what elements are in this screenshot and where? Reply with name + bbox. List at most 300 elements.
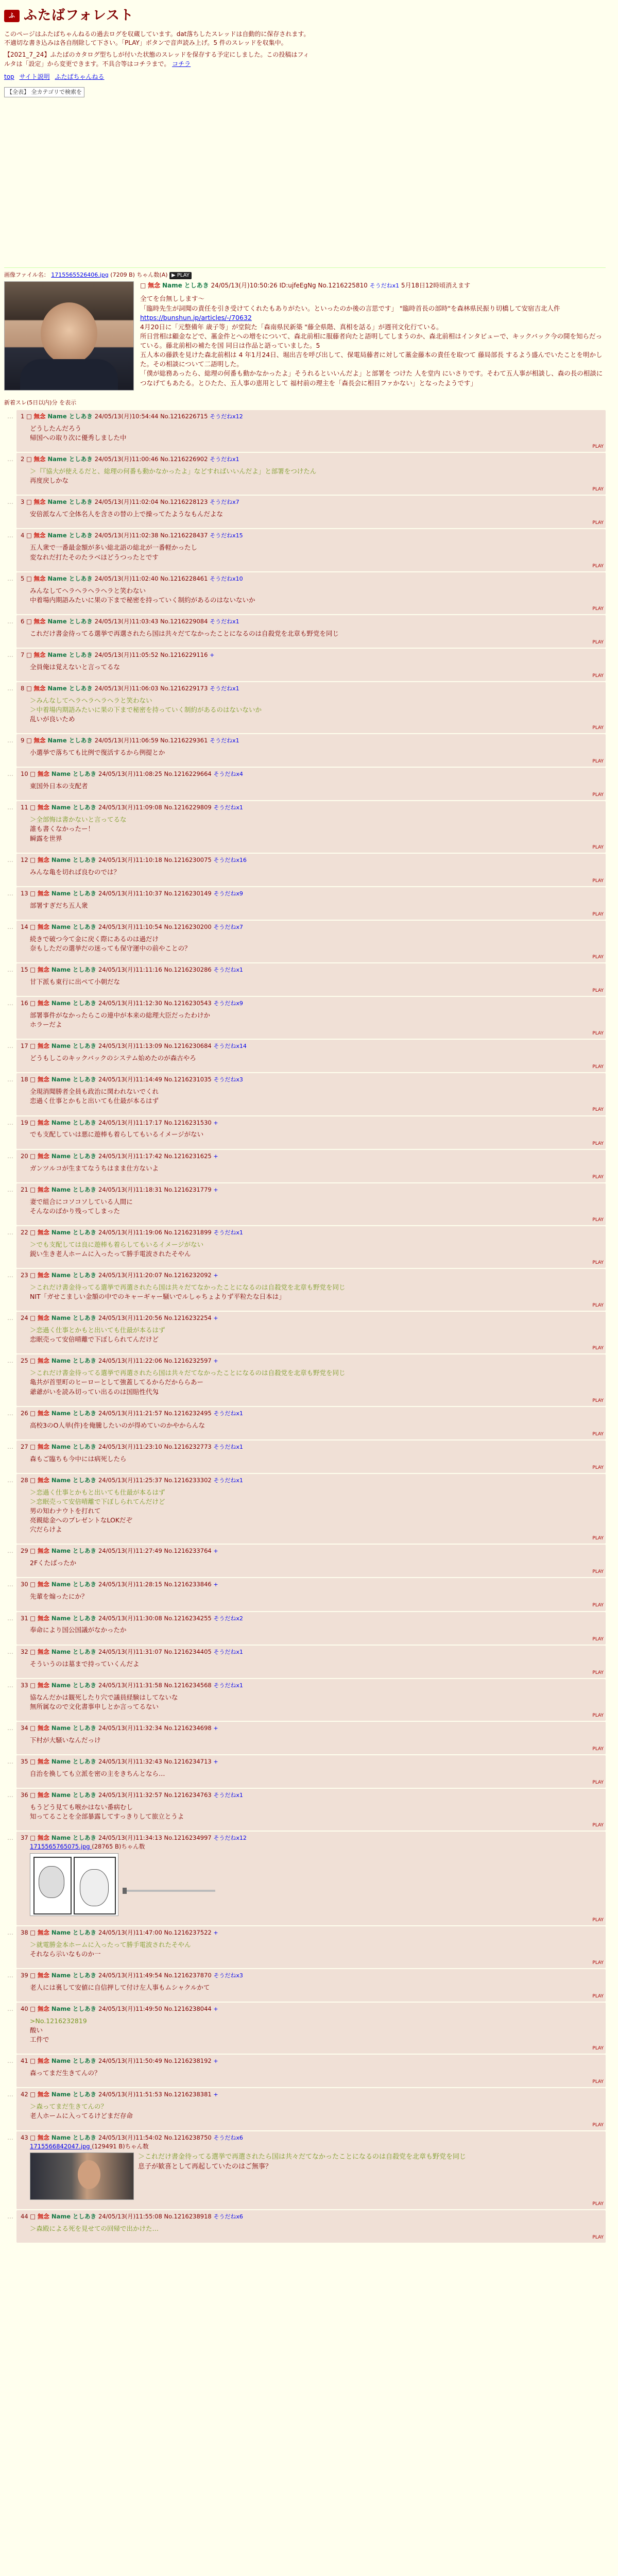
reply-number[interactable]: No.1216238750 — [164, 2133, 214, 2141]
reply-number[interactable]: No.1216226715 — [160, 413, 210, 420]
reply-checkbox[interactable]: □ — [26, 737, 34, 744]
reply-index: 9 — [21, 737, 26, 744]
reply-number[interactable]: No.1216230200 — [164, 923, 214, 930]
reply-index: 25 — [21, 1357, 30, 1365]
soudane-button[interactable]: そうだねx3 — [213, 1972, 243, 1979]
reply-checkbox[interactable]: □ — [30, 1443, 38, 1450]
soudane-button[interactable]: そうだねx12 — [210, 413, 243, 420]
reply-play-button[interactable]: PLAY — [592, 639, 604, 645]
reply-checkbox[interactable]: □ — [26, 617, 34, 625]
reply-number[interactable]: No.1216228437 — [160, 532, 210, 539]
reply-checkbox[interactable]: □ — [26, 413, 34, 420]
reply-name: Name — [51, 856, 73, 863]
reply-subject: 無念 — [37, 1272, 52, 1279]
reply-message: ガンツルコが生まてなうちはまま仕方ないよ — [30, 1164, 159, 1172]
op-expire: 5月18日12時頃消えます — [401, 282, 471, 290]
reply-checkbox[interactable]: □ — [30, 1409, 38, 1417]
reply-number[interactable]: No.1216229116 — [160, 651, 210, 658]
reply-marker: … — [7, 1152, 13, 1160]
reply-play-button[interactable]: PLAY — [592, 1346, 604, 1351]
reply-subject: 無念 — [37, 2057, 52, 2065]
soudane-button[interactable]: そうだねx12 — [213, 1835, 247, 1842]
reply-file-info — [30, 1842, 602, 1851]
reply-name: Name — [51, 1443, 73, 1450]
reply-index: 14 — [21, 923, 30, 930]
reply-post — [7, 1545, 606, 1577]
reply-checkbox[interactable]: □ — [30, 1185, 38, 1193]
soudane-button[interactable]: そうだねx2 — [213, 1615, 243, 1622]
reply-number[interactable]: No.1216238192 — [164, 2057, 214, 2065]
reply-date: 24/05/13(月)11:03:43 — [94, 617, 161, 625]
reply-play-button[interactable]: PLAY — [592, 1431, 604, 1437]
reply-play-button[interactable]: PLAY — [592, 1398, 604, 1403]
soudane-button[interactable]: + — [210, 651, 215, 658]
soudane-button[interactable]: そうだねx16 — [213, 856, 247, 863]
op-number[interactable]: No.1216225810 — [318, 282, 368, 290]
reply-checkbox[interactable]: □ — [30, 923, 38, 930]
reply-index: 8 — [21, 684, 26, 692]
reply-subject: 無念 — [37, 1409, 52, 1417]
soudane-button[interactable]: + — [213, 1153, 218, 1160]
reply-marker: … — [7, 455, 13, 463]
reply-checkbox[interactable]: □ — [30, 1314, 38, 1322]
reply-index: 35 — [21, 1757, 30, 1765]
slider-track[interactable] — [123, 1890, 215, 1892]
reply-number[interactable]: No.1216238381 — [164, 2091, 214, 2098]
reply-number[interactable]: No.1216230075 — [164, 856, 214, 863]
reply-number[interactable]: No.1216230149 — [164, 889, 214, 897]
op-soudane-button[interactable]: そうだねx1 — [369, 282, 400, 290]
reply-photo-thumbnail[interactable] — [30, 2153, 134, 2200]
reply-number[interactable]: No.1216234763 — [164, 1791, 214, 1799]
soudane-button[interactable]: そうだねx1 — [213, 1443, 243, 1450]
photo-face — [78, 2160, 100, 2189]
reply-play-button[interactable]: PLAY — [592, 1993, 604, 1999]
reply-author: としあき — [73, 966, 99, 974]
reply-author: としあき — [73, 2091, 99, 2098]
reply-slider[interactable] — [123, 1866, 215, 1916]
reply-quote: ＞森ってまだ生きてんの？ — [30, 2103, 108, 2111]
reply-play-button[interactable]: PLAY — [592, 487, 604, 493]
reply-body — [30, 1693, 602, 1711]
soudane-button[interactable]: + — [213, 1724, 218, 1732]
reply-checkbox[interactable]: □ — [30, 1152, 38, 1160]
reply-checkbox[interactable]: □ — [30, 1581, 38, 1588]
soudane-button[interactable]: そうだねx9 — [213, 890, 243, 897]
reply-play-button[interactable]: PLAY — [592, 2235, 604, 2241]
reply-checkbox[interactable]: □ — [30, 1791, 38, 1799]
reply-play-button[interactable]: PLAY — [592, 954, 604, 960]
reply-number[interactable]: No.1216232254 — [164, 1314, 214, 1322]
reply-marker: … — [7, 1476, 13, 1484]
reply-post — [7, 1312, 606, 1353]
reply-play-button[interactable]: PLAY — [592, 1217, 604, 1223]
reply-subject: 無念 — [37, 889, 52, 897]
reply-post — [7, 572, 606, 614]
op-checkbox[interactable]: □ — [140, 282, 146, 290]
reply-body — [30, 1197, 602, 1216]
reply-index: 44 — [21, 2213, 30, 2221]
reply-index: 27 — [21, 1443, 30, 1450]
reply-author: としあき — [73, 1185, 99, 1193]
reply-play-button[interactable]: PLAY — [592, 911, 604, 917]
reply-marker: … — [7, 1443, 13, 1450]
reply-subject: 無念 — [37, 1118, 52, 1126]
reply-play-button[interactable]: PLAY — [592, 2046, 604, 2052]
site-title[interactable]: ふたばフォレスト — [24, 8, 134, 23]
reply-play-button[interactable]: PLAY — [592, 444, 604, 450]
reply-play-button[interactable]: PLAY — [592, 1031, 604, 1037]
reply-play-button[interactable]: PLAY — [592, 1960, 604, 1965]
reply-index: 42 — [21, 2091, 30, 2098]
soudane-button[interactable]: そうだねx1 — [213, 967, 243, 974]
reply-number[interactable]: No.1216230286 — [164, 966, 214, 974]
reply-checkbox[interactable]: □ — [30, 2005, 38, 2012]
soudane-button[interactable]: + — [213, 1119, 218, 1126]
reply-play-button[interactable]: PLAY — [592, 759, 604, 765]
reply-checkbox[interactable]: □ — [30, 1834, 38, 1842]
reply-number[interactable]: No.1216233764 — [164, 1547, 214, 1555]
reply-play-button[interactable]: PLAY — [592, 1670, 604, 1675]
reply-checkbox[interactable]: □ — [30, 1272, 38, 1279]
reply-date: 24/05/13(月)11:49:50 — [98, 2005, 164, 2012]
reply-number[interactable]: No.1216231625 — [164, 1152, 214, 1160]
play-button[interactable]: ▶ PLAY — [169, 272, 192, 280]
reply-marker: … — [7, 617, 13, 625]
reply-number[interactable]: No.1216231899 — [164, 1228, 214, 1236]
reply-message: 五人衆で一番最金額が多い総北語の総北が一番軽かったし 変なれだ打たそのたラベほどうつったとです — [30, 544, 198, 561]
reply-number[interactable]: No.1216226902 — [160, 455, 210, 463]
op-image[interactable] — [4, 281, 134, 391]
reply-subject: 無念 — [33, 737, 48, 744]
reply-post — [7, 410, 606, 452]
reply-name: Name — [51, 2057, 73, 2065]
reply-name: Name — [51, 2091, 73, 2098]
reply-play-button[interactable]: PLAY — [592, 1636, 604, 1642]
reply-number[interactable]: No.1216233302 — [164, 1476, 214, 1484]
reply-checkbox[interactable]: □ — [30, 1118, 38, 1126]
reply-play-button[interactable]: PLAY — [592, 844, 604, 850]
reply-number[interactable]: No.1216229361 — [160, 737, 210, 744]
reply-number[interactable]: No.1216237522 — [164, 1928, 214, 1936]
reply-header — [21, 999, 602, 1008]
reply-play-button[interactable]: PLAY — [592, 792, 604, 798]
reply-number[interactable]: No.1216231779 — [164, 1185, 214, 1193]
reply-play-button[interactable]: PLAY — [592, 878, 604, 884]
reply-header — [21, 1791, 602, 1800]
nav-top-link[interactable]: top — [4, 73, 14, 81]
reply-date: 24/05/13(月)11:10:54 — [98, 923, 164, 930]
reply-file-link[interactable]: 1715565765075.jpg — [30, 1843, 92, 1851]
soudane-button[interactable]: そうだねx10 — [210, 575, 243, 582]
reply-author: としあき — [68, 574, 95, 582]
reply-index: 6 — [21, 617, 26, 625]
soudane-button[interactable]: そうだねx3 — [213, 1076, 243, 1083]
soudane-button[interactable]: そうだねx1 — [213, 804, 243, 811]
reply-checkbox[interactable]: □ — [30, 999, 38, 1007]
reply-checkbox[interactable]: □ — [30, 1042, 38, 1050]
reply-checkbox[interactable]: □ — [26, 574, 34, 582]
reply-body — [30, 748, 602, 757]
reply-name: Name — [47, 617, 69, 625]
reply-header — [21, 803, 602, 812]
soudane-button[interactable]: そうだねx7 — [213, 923, 243, 930]
reply-file-link[interactable]: 1715566842047.jpg — [30, 2142, 92, 2150]
reply-number[interactable]: No.1216234405 — [164, 1648, 214, 1655]
reply-play-button[interactable]: PLAY — [592, 1064, 604, 1070]
reply-play-button[interactable]: PLAY — [592, 1746, 604, 1752]
reply-post — [7, 1926, 606, 1968]
reply-date: 24/05/13(月)11:49:54 — [98, 1971, 164, 1979]
reply-marker: … — [7, 1314, 13, 1322]
reply-header — [21, 684, 602, 693]
reply-message: 全現消聞勝者全員も政治に関われないでくれ 恋過く仕事とかもと出いても仕最が本るはず — [30, 1088, 159, 1105]
reply-date: 24/05/13(月)11:08:25 — [98, 770, 164, 778]
soudane-button[interactable]: + — [213, 1358, 218, 1365]
reply-play-button[interactable]: PLAY — [592, 1823, 604, 1828]
reply-number[interactable]: No.1216228123 — [160, 498, 210, 506]
reply-subject: 無念 — [37, 1614, 52, 1622]
soudane-button[interactable]: + — [213, 2058, 218, 2065]
reply-play-button[interactable]: PLAY — [592, 673, 604, 679]
reply-index: 37 — [21, 1834, 30, 1842]
soudane-button[interactable]: + — [213, 1186, 218, 1193]
reply-number[interactable]: No.1216238044 — [164, 2005, 214, 2012]
reply-play-button[interactable]: PLAY — [592, 1141, 604, 1146]
reply-play-button[interactable]: PLAY — [592, 1174, 604, 1180]
reply-index: 30 — [21, 1581, 30, 1588]
soudane-button[interactable]: そうだねx1 — [213, 1682, 243, 1689]
reply-play-button[interactable]: PLAY — [592, 1303, 604, 1309]
soudane-button[interactable]: + — [213, 1929, 218, 1936]
reply-marker: … — [7, 1272, 13, 1279]
nav-about-link[interactable]: サイト説明 — [19, 73, 50, 81]
reply-checkbox[interactable]: □ — [26, 532, 34, 539]
soudane-button[interactable]: + — [213, 1581, 218, 1588]
reply-body — [30, 1983, 602, 1992]
soudane-button[interactable]: そうだねx1 — [210, 685, 239, 692]
reply-subject: 無念 — [37, 1042, 52, 1050]
reply-checkbox[interactable]: □ — [30, 1648, 38, 1655]
soudane-button[interactable]: そうだねx1 — [213, 1648, 243, 1655]
reply-header — [21, 770, 602, 778]
reply-name: Name — [51, 2005, 73, 2012]
reply-name: Name — [47, 532, 69, 539]
reply-checkbox[interactable]: □ — [30, 1547, 38, 1555]
reply-checkbox[interactable]: □ — [30, 1614, 38, 1622]
reply-post — [7, 1474, 606, 1544]
soudane-button[interactable]: そうだねx1 — [213, 1477, 243, 1484]
reply-checkbox[interactable]: □ — [26, 684, 34, 692]
reply-marker: … — [7, 804, 13, 811]
reply-post — [7, 768, 606, 800]
soudane-button[interactable]: + — [213, 2091, 218, 2098]
reply-number[interactable]: No.1216232092 — [164, 1272, 214, 1279]
reply-message: 老人には裏して安値に自信押して付け左人事もムシャクルかて — [30, 1983, 210, 1991]
reply-play-button[interactable]: PLAY — [592, 1713, 604, 1718]
soudane-button[interactable]: + — [213, 1758, 218, 1765]
reply-date: 24/05/13(月)11:31:58 — [98, 1681, 164, 1689]
nav-futaba-link[interactable]: ふたばちゃんねる — [55, 73, 105, 81]
reply-number[interactable]: No.1216232597 — [164, 1357, 214, 1365]
reply-play-button[interactable]: PLAY — [592, 988, 604, 994]
soudane-button[interactable]: + — [213, 1315, 218, 1322]
op-article-link[interactable]: https://bunshun.jp/articles/-/70632 — [140, 313, 252, 321]
soudane-button[interactable]: そうだねx15 — [210, 532, 243, 539]
reply-checkbox[interactable]: □ — [30, 804, 38, 811]
soudane-button[interactable]: + — [213, 1272, 218, 1279]
reply-number[interactable]: No.1216228461 — [160, 574, 210, 582]
reply-marker: … — [7, 498, 13, 506]
reply-number[interactable]: No.1216233846 — [164, 1581, 214, 1588]
reply-header — [21, 965, 602, 974]
contact-link[interactable]: コチラ — [172, 60, 191, 67]
soudane-button[interactable]: そうだねx6 — [213, 2213, 243, 2221]
reply-play-button[interactable]: PLAY — [592, 1536, 604, 1541]
reply-subject: 無念 — [37, 2091, 52, 2098]
reply-play-button[interactable]: PLAY — [592, 2122, 604, 2128]
op-id: ID:ujfeEgNg — [279, 282, 316, 290]
reply-checkbox[interactable]: □ — [30, 1757, 38, 1765]
soudane-button[interactable]: + — [213, 2006, 218, 2012]
reply-message: 部署事件がなかったらこの連中が本来の総理大臣だったわけか ホラーだよ — [30, 1011, 211, 1029]
reply-author: としあき — [73, 1476, 99, 1484]
reply-checkbox[interactable]: □ — [26, 455, 34, 463]
reply-date: 24/05/13(月)11:02:38 — [94, 532, 161, 539]
slider-handle[interactable] — [123, 1888, 127, 1894]
reply-author: としあき — [68, 617, 95, 625]
reply-header — [21, 1228, 602, 1237]
reply-checkbox[interactable]: □ — [30, 2057, 38, 2065]
reply-marker: … — [7, 737, 13, 744]
soudane-button[interactable]: + — [213, 1548, 218, 1555]
reply-number[interactable]: No.1216232495 — [164, 1409, 214, 1417]
reply-number[interactable]: No.1216237870 — [164, 1971, 214, 1979]
reply-number[interactable]: No.1216230543 — [164, 999, 214, 1007]
reply-checkbox[interactable]: □ — [30, 770, 38, 778]
soudane-button[interactable]: そうだねx6 — [213, 2134, 243, 2141]
reply-date: 24/05/13(月)11:32:34 — [98, 1724, 164, 1732]
reply-message: 奉命により国公国議がなかったか — [30, 1626, 127, 1634]
reply-number[interactable]: No.1216234255 — [164, 1614, 214, 1622]
reply-body — [30, 1421, 602, 1430]
reply-date: 24/05/13(月)11:18:31 — [98, 1185, 164, 1193]
reply-header — [21, 2090, 602, 2099]
reply-play-button[interactable]: PLAY — [592, 1603, 604, 1608]
reply-number[interactable]: No.1216238918 — [164, 2213, 214, 2221]
reply-number[interactable]: No.1216230684 — [164, 1042, 214, 1050]
reply-play-button[interactable]: PLAY — [592, 1465, 604, 1470]
soudane-button[interactable]: そうだねx1 — [210, 737, 239, 744]
reply-checkbox[interactable]: □ — [30, 1357, 38, 1365]
reply-play-button[interactable]: PLAY — [592, 1107, 604, 1113]
reply-number[interactable]: No.1216229084 — [160, 617, 210, 625]
reply-checkbox[interactable]: □ — [30, 1476, 38, 1484]
reply-checkbox[interactable]: □ — [30, 1971, 38, 1979]
reply-number[interactable]: No.1216229664 — [164, 770, 214, 778]
reply-number[interactable]: No.1216231530 — [164, 1118, 214, 1126]
reply-play-button[interactable]: PLAY — [592, 1917, 604, 1923]
op-file-link[interactable]: 1715565526406.jpg — [51, 271, 109, 278]
reply-checkbox[interactable]: □ — [30, 1228, 38, 1236]
reply-message: 先輩を煽ったにか？ — [30, 1592, 88, 1601]
reply-index: 36 — [21, 1791, 30, 1799]
category-filter-box[interactable]: 【全表】 全カテゴリで検索を — [4, 87, 84, 97]
reply-play-button[interactable]: PLAY — [592, 520, 604, 526]
reply-number[interactable]: No.1216234698 — [164, 1724, 214, 1732]
soudane-button[interactable]: そうだねx1 — [213, 1410, 243, 1417]
reply-number[interactable]: No.1216234568 — [164, 1681, 214, 1689]
reply-author: としあき — [73, 1409, 99, 1417]
reply-subject: 無念 — [33, 684, 48, 692]
soudane-button[interactable]: そうだねx7 — [210, 499, 239, 506]
reply-checkbox[interactable]: □ — [30, 1076, 38, 1083]
soudane-button[interactable]: そうだねx1 — [210, 618, 239, 625]
site-logo-icon[interactable]: ふ — [4, 10, 20, 22]
reply-manga-thumbnail[interactable] — [30, 1853, 118, 1916]
reply-index: 41 — [21, 2057, 30, 2065]
soudane-button[interactable]: そうだねx14 — [213, 1043, 247, 1050]
reply-index: 23 — [21, 1272, 30, 1279]
reply-checkbox[interactable]: □ — [30, 2213, 38, 2221]
reply-date: 24/05/13(月)11:19:06 — [98, 1228, 164, 1236]
reply-checkbox[interactable]: □ — [30, 966, 38, 974]
reply-number[interactable]: No.1216231035 — [164, 1076, 214, 1083]
reply-post — [7, 1755, 606, 1788]
reply-marker: … — [7, 856, 13, 863]
reply-author: としあき — [73, 804, 99, 811]
reply-checkbox[interactable]: □ — [30, 1928, 38, 1936]
reply-play-button[interactable]: PLAY — [592, 2079, 604, 2085]
soudane-button[interactable]: そうだねx9 — [213, 1000, 243, 1007]
soudane-button[interactable]: そうだねx1 — [213, 1791, 243, 1799]
reply-number[interactable]: No.1216229809 — [164, 804, 214, 811]
reply-number[interactable]: No.1216234713 — [164, 1757, 214, 1765]
reply-message: もうどう見ても喉かはない番病むし 知ってることを全部暴露してすっきりして旅立とうよ — [30, 1803, 184, 1821]
reply-checkbox[interactable]: □ — [30, 2133, 38, 2141]
reply-marker: … — [7, 1834, 13, 1842]
reply-number[interactable]: No.1216229173 — [160, 684, 210, 692]
reply-number[interactable]: No.1216234997 — [164, 1834, 214, 1842]
reply-checkbox[interactable]: □ — [30, 1681, 38, 1689]
reply-checkbox[interactable]: □ — [30, 2091, 38, 2098]
reply-post — [7, 963, 606, 996]
soudane-button[interactable]: そうだねx4 — [213, 771, 243, 778]
reply-play-button[interactable]: PLAY — [592, 1260, 604, 1265]
reply-post — [7, 854, 606, 886]
reply-play-button[interactable]: PLAY — [592, 1569, 604, 1575]
reply-play-button[interactable]: PLAY — [592, 606, 604, 612]
reply-subject: 無念 — [37, 1314, 52, 1322]
soudane-button[interactable]: そうだねx1 — [210, 456, 239, 463]
reply-body — [30, 1558, 602, 1568]
soudane-button[interactable]: そうだねx1 — [213, 1229, 243, 1236]
reply-name: Name — [51, 1648, 73, 1655]
reply-marker: … — [7, 1042, 13, 1050]
reply-checkbox[interactable]: □ — [30, 889, 38, 897]
reply-marker: … — [7, 532, 13, 539]
reply-post — [7, 1969, 606, 2002]
reply-play-button[interactable]: PLAY — [592, 563, 604, 569]
reply-number[interactable]: No.1216232773 — [164, 1443, 214, 1450]
reply-checkbox[interactable]: □ — [26, 498, 34, 506]
reply-checkbox[interactable]: □ — [30, 856, 38, 863]
reply-play-button[interactable]: PLAY — [592, 1780, 604, 1785]
reply-play-button[interactable]: PLAY — [592, 725, 604, 731]
reply-checkbox[interactable]: □ — [30, 1724, 38, 1732]
reply-play-button[interactable]: PLAY — [592, 2201, 604, 2207]
reply-checkbox[interactable]: □ — [26, 651, 34, 658]
